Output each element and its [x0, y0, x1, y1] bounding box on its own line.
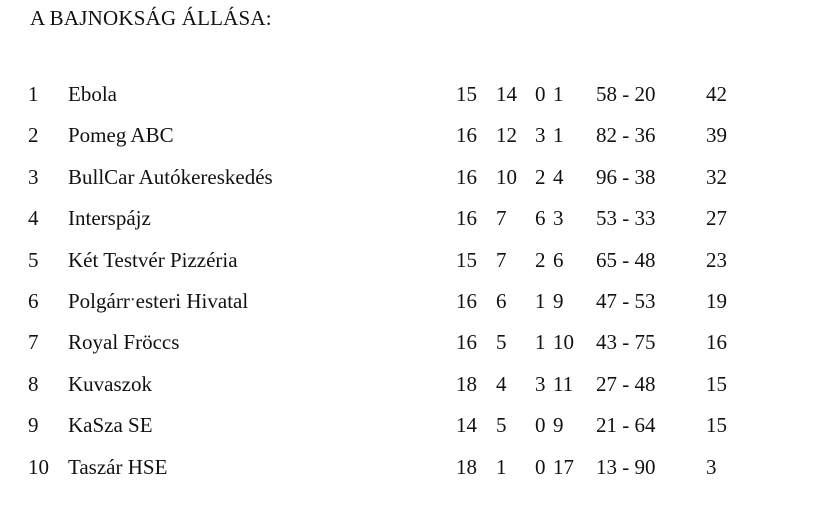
- drawn-cell: 0: [535, 82, 546, 106]
- played-cell: 15: [456, 82, 477, 106]
- played-cell: 16: [456, 123, 477, 148]
- lost-cell: 9: [553, 288, 564, 313]
- points-cell: 27: [706, 206, 727, 231]
- won-cell: 10: [496, 164, 517, 189]
- table-row: [0, 364, 825, 405]
- goals-cell: 21 - 64: [596, 413, 656, 438]
- rank-cell: 4: [28, 206, 39, 231]
- goals-cell: 47 - 53: [596, 288, 656, 313]
- won-cell: 1: [496, 454, 507, 479]
- lost-cell: 6: [553, 247, 564, 272]
- team-cell: Kuvaszok: [68, 371, 152, 396]
- team-cell: Pomeg ABC: [68, 123, 174, 148]
- table-row: [0, 405, 825, 446]
- rank-cell: 6: [28, 288, 39, 313]
- goals-cell: 13 - 90: [596, 454, 656, 479]
- played-cell: 18: [456, 371, 477, 396]
- table-row: [0, 447, 825, 488]
- played-cell: 14: [456, 413, 477, 438]
- lost-cell: 3: [553, 206, 564, 231]
- won-cell: 14: [496, 82, 517, 106]
- rank-cell: 8: [28, 371, 39, 396]
- won-cell: 7: [496, 247, 507, 272]
- points-cell: 19: [706, 288, 727, 313]
- page-title: A BAJNOKSÁG ÁLLÁSA:: [30, 6, 272, 30]
- points-cell: 15: [706, 413, 727, 438]
- team-cell: BullCar Autókereskedés: [68, 164, 273, 189]
- goals-cell: 27 - 48: [596, 371, 656, 396]
- drawn-cell: 3: [535, 123, 546, 148]
- played-cell: 16: [456, 330, 477, 355]
- points-cell: 3: [706, 454, 717, 479]
- drawn-cell: 1: [535, 330, 546, 355]
- table-row: [0, 281, 825, 322]
- team-cell: KaSza SE: [68, 413, 153, 438]
- lost-cell: 17: [553, 454, 574, 479]
- played-cell: 18: [456, 454, 477, 479]
- lost-cell: 11: [553, 371, 574, 396]
- points-cell: 42: [706, 82, 727, 106]
- team-cell: Polgárrˑesteri Hivatal: [68, 288, 249, 313]
- lost-cell: 10: [553, 330, 574, 355]
- table-row: [0, 115, 825, 156]
- goals-cell: 82 - 36: [596, 123, 656, 148]
- rank-cell: 10: [28, 454, 49, 479]
- goals-cell: 96 - 38: [596, 164, 656, 189]
- team-cell: Két Testvér Pizzéria: [68, 247, 238, 272]
- points-cell: 23: [706, 247, 727, 272]
- lost-cell: 4: [553, 164, 564, 189]
- team-cell: Royal Fröccs: [68, 330, 180, 355]
- goals-cell: 58 - 20: [596, 82, 656, 106]
- goals-cell: 43 - 75: [596, 330, 656, 355]
- drawn-cell: 3: [535, 371, 546, 396]
- rank-cell: 9: [28, 413, 39, 438]
- rank-cell: 7: [28, 330, 39, 355]
- drawn-cell: 2: [535, 247, 546, 272]
- drawn-cell: 0: [535, 454, 546, 479]
- lost-cell: 1: [553, 82, 564, 106]
- won-cell: 5: [496, 330, 507, 355]
- played-cell: 15: [456, 247, 477, 272]
- goals-cell: 53 - 33: [596, 206, 656, 231]
- goals-cell: 65 - 48: [596, 247, 656, 272]
- drawn-cell: 2: [535, 164, 546, 189]
- table-row: [0, 322, 825, 363]
- rank-cell: 1: [28, 82, 39, 106]
- won-cell: 4: [496, 371, 507, 396]
- points-cell: 39: [706, 123, 727, 148]
- lost-cell: 9: [553, 413, 564, 438]
- rank-cell: 3: [28, 164, 39, 189]
- rank-cell: 2: [28, 123, 39, 148]
- won-cell: 6: [496, 288, 507, 313]
- rank-cell: 5: [28, 247, 39, 272]
- lost-cell: 1: [553, 123, 564, 148]
- team-cell: Ebola: [68, 82, 117, 106]
- won-cell: 12: [496, 123, 517, 148]
- played-cell: 16: [456, 164, 477, 189]
- played-cell: 16: [456, 288, 477, 313]
- won-cell: 5: [496, 413, 507, 438]
- table-row: [0, 74, 825, 115]
- team-cell: Taszár HSE: [68, 454, 168, 479]
- table-row: [0, 240, 825, 281]
- table-row: [0, 157, 825, 198]
- table-row: [0, 198, 825, 239]
- drawn-cell: 6: [535, 206, 546, 231]
- drawn-cell: 1: [535, 288, 546, 313]
- played-cell: 16: [456, 206, 477, 231]
- drawn-cell: 0: [535, 413, 546, 438]
- won-cell: 7: [496, 206, 507, 231]
- points-cell: 32: [706, 164, 727, 189]
- points-cell: 15: [706, 371, 727, 396]
- team-cell: Interspájz: [68, 206, 151, 231]
- standings-table: [0, 74, 825, 488]
- points-cell: 16: [706, 330, 727, 355]
